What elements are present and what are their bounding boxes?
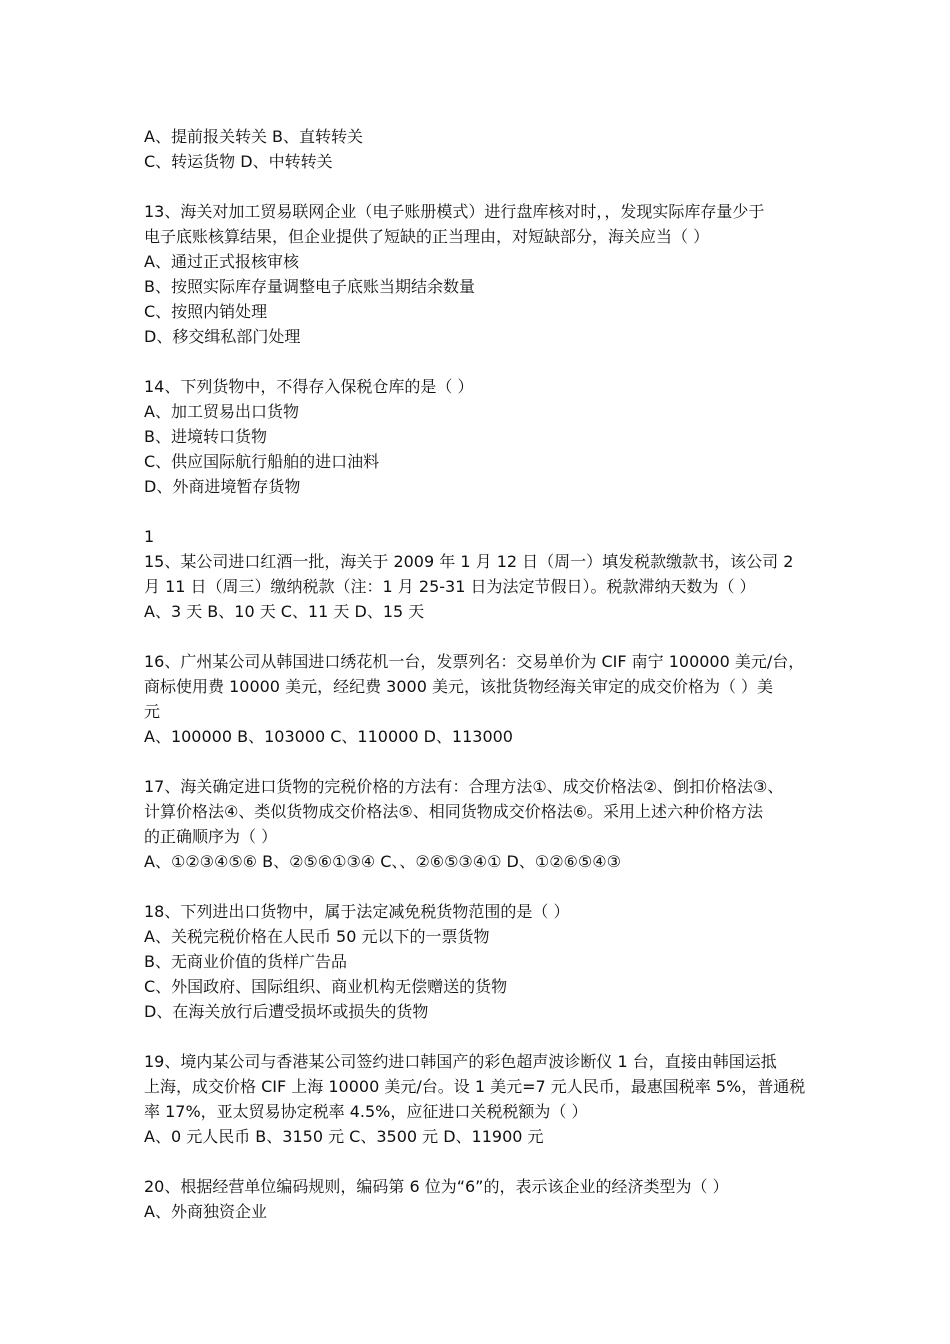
option-line: B、按照实际库存量调整电子底账当期结余数量	[144, 277, 475, 296]
question-13	[144, 199, 824, 349]
option-line: A、3 天 B、10 天 C、11 天 D、15 天	[144, 602, 425, 621]
question-text: 14、下列货物中，不得存入保税仓库的是（ ）	[144, 377, 474, 396]
question-text: 13、海关对加工贸易联网企业（电子账册模式）进行盘库核对时，，发现实际库存量少于	[144, 202, 765, 221]
question-16	[144, 649, 824, 749]
question-text: 19、境内某公司与香港某公司签约进口韩国产的彩色超声波诊断仪 1 台，直接由韩国运抵	[144, 1052, 777, 1071]
option-line: C、供应国际航行船舶的进口油料	[144, 452, 380, 471]
document-body	[144, 124, 824, 1224]
question-19	[144, 1049, 824, 1149]
option-line: C、外国政府、国际组织、商业机构无偿赠送的货物	[144, 977, 508, 996]
option-line: C、按照内销处理	[144, 302, 268, 321]
question-text: 15、某公司进口红酒一批，海关于 2009 年 1 月 12 日（周一）填发税款缴款书，该公司 2	[144, 552, 794, 571]
spacer	[144, 349, 824, 374]
option-line: A、外商独资企业	[144, 1202, 267, 1221]
option-line: B、无商业价值的货样广告品	[144, 952, 347, 971]
option-line: A、提前报关转关 B、直转转关	[144, 127, 364, 146]
question-text: 的正确顺序为（ ）	[144, 827, 278, 846]
spacer	[144, 499, 824, 524]
option-line: A、通过正式报核审核	[144, 252, 299, 271]
option-line: A、关税完税价格在人民币 50 元以下的一票货物	[144, 927, 490, 946]
question-text: 17、海关确定进口货物的完税价格的方法有：合理方法①、成交价格法②、倒扣价格法③、	[144, 777, 784, 796]
question-text: 月 11 日（周三）缴纳税款（注：1 月 25-31 日为法定节假日）。税款滞纳天数为（ ）	[144, 577, 756, 596]
question-14	[144, 374, 824, 499]
question-text: 率 17%，亚太贸易协定税率 4.5%，应征进口关税税额为（ ）	[144, 1102, 588, 1121]
spacer	[144, 749, 824, 774]
question-12-options	[144, 124, 824, 174]
spacer	[144, 874, 824, 899]
option-line: A、100000 B、103000 C、110000 D、113000	[144, 727, 513, 746]
option-line: A、0 元人民币 B、3150 元 C、3500 元 D、11900 元	[144, 1127, 544, 1146]
question-text: 商标使用费 10000 美元，经纪费 3000 美元，该批货物经海关审定的成交价格为（ ）美	[144, 677, 774, 696]
question-text: 上海，成交价格 CIF 上海 10000 美元/台。设 1 美元=7 元人民币，最惠国税率 5%，普通税	[144, 1077, 806, 1096]
option-line: D、外商进境暂存货物	[144, 477, 301, 496]
option-line: A、加工贸易出口货物	[144, 402, 299, 421]
page-number: 1	[144, 527, 155, 546]
option-line: D、移交缉私部门处理	[144, 327, 301, 346]
question-text: 电子底账核算结果，但企业提供了短缺的正当理由，对短缺部分，海关应当（ ）	[144, 227, 710, 246]
spacer	[144, 1024, 824, 1049]
option-line: D、在海关放行后遭受损坏或损失的货物	[144, 1002, 429, 1021]
question-18	[144, 899, 824, 1024]
spacer	[144, 1149, 824, 1174]
question-text: 20、根据经营单位编码规则，编码第 6 位为“6”的，表示该企业的经济类型为（ ）	[144, 1177, 729, 1196]
option-line: C、转运货物 D、中转转关	[144, 152, 333, 171]
question-text: 16、广州某公司从韩国进口绣花机一台，发票列名：交易单价为 CIF 南宁 100000 美元/台，	[144, 652, 805, 671]
spacer	[144, 624, 824, 649]
question-20	[144, 1174, 824, 1224]
question-17	[144, 774, 824, 874]
spacer	[144, 174, 824, 199]
question-text: 计算价格法④、类似货物成交价格法⑤、相同货物成交价格法⑥。采用上述六种价格方法	[144, 802, 764, 821]
option-line: B、进境转口货物	[144, 427, 267, 446]
question-text: 18、下列进出口货物中，属于法定减免税货物范围的是（ ）	[144, 902, 570, 921]
question-text: 元	[144, 702, 161, 721]
option-line: A、①②③④⑤⑥ B、②⑤⑥①③④ C、、②⑥⑤③④① D、①②⑥⑤④③	[144, 852, 621, 871]
question-15	[144, 549, 824, 624]
